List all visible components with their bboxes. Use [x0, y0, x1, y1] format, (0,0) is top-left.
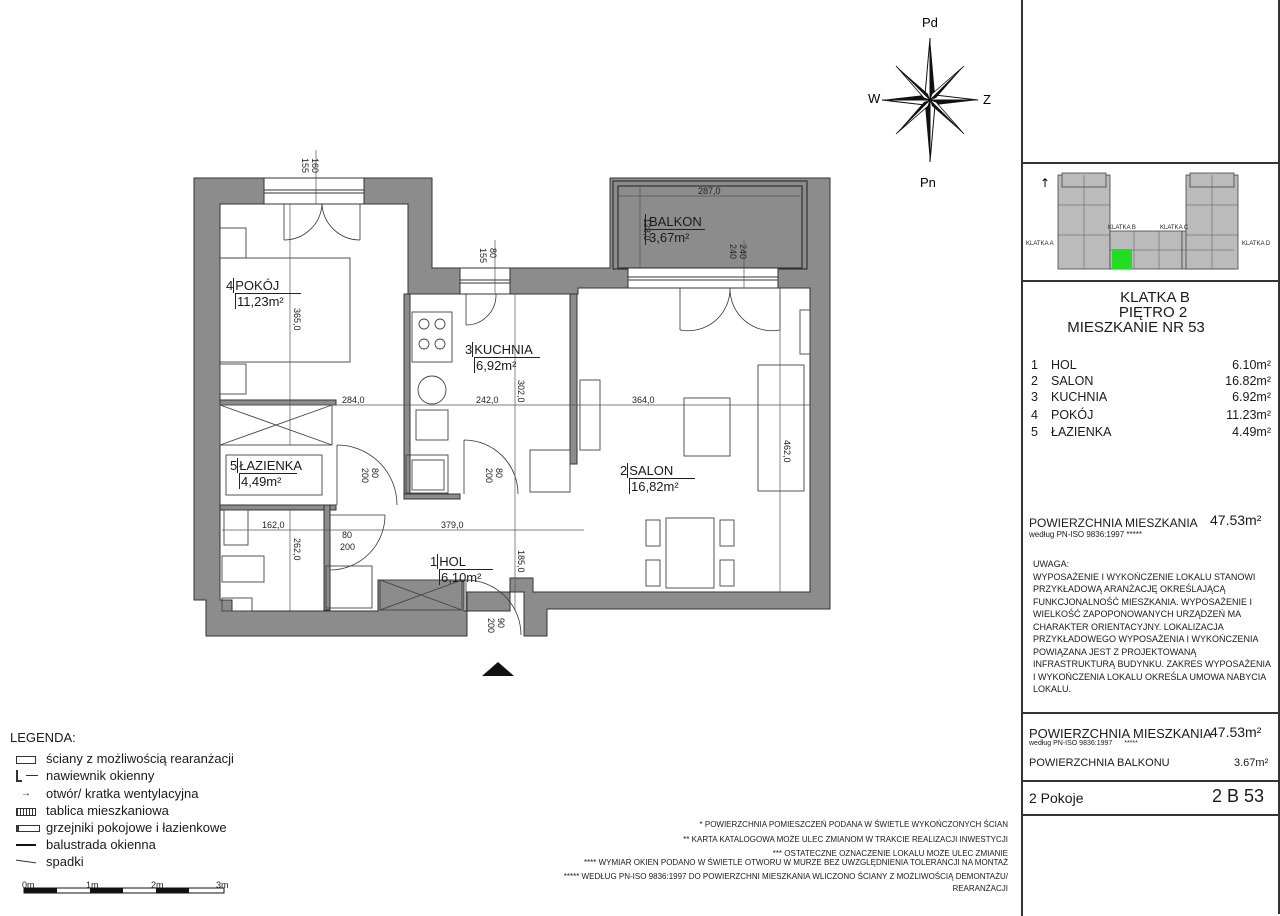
notice-line: CHARAKTER ORIENTACYJNY. LOKALIZACJA [1033, 621, 1224, 632]
scale-label: 3m [216, 880, 229, 890]
room-number: 3 [1031, 390, 1038, 404]
dim-label: 240 [728, 244, 738, 260]
keyplan-arrow-icon: ↑ [1040, 176, 1051, 190]
dim-label: 379,0 [441, 520, 464, 530]
notice-line: LOKALU. [1033, 684, 1072, 694]
room-number: 3 [465, 342, 473, 357]
room-name: HOL [439, 554, 466, 569]
legend-item [14, 751, 234, 766]
dim-label: 128,0 [642, 218, 652, 241]
room-name: KUCHNIA [1051, 390, 1108, 404]
legend-item [14, 803, 169, 818]
dim-label: 160 [310, 158, 320, 174]
dim-label: 80 [488, 248, 498, 259]
dim-label: 155 [300, 158, 310, 174]
room-number: 5 [1031, 425, 1038, 439]
scale-label: 2m [151, 880, 164, 890]
compass-south-label: Pn [920, 175, 936, 190]
flat-number: MIESZKANIE NR 53 [1067, 319, 1205, 336]
dim-label: 200 [484, 468, 494, 484]
divider [1021, 814, 1280, 816]
floor-label: PIĘTRO 2 [1118, 304, 1188, 321]
legend-item [14, 786, 198, 801]
footnote: *** OSTATECZNE OZNACZENIE LOKALU MOŻE ULEC ZMIANIE [772, 849, 1008, 858]
area-value: 47.53m² [1210, 512, 1262, 528]
apartment-sign-icon [14, 805, 38, 817]
room-area: 4.49m² [1232, 425, 1271, 439]
dim-label: 262,0 [292, 538, 302, 561]
legend-label: tablica mieszkaniowa [46, 803, 169, 818]
legend-label: nawiewnik okienny [46, 768, 155, 783]
notice-line: WIELKOŚĆ ZAPOPONOWANYCH URZĄDZEŃ MA [1033, 609, 1242, 619]
room-label-lazienka [230, 458, 302, 489]
dim-label: 90 [496, 618, 506, 629]
notice-line: INFRASTRUKTURĄ BUDYNKU. ZAKRES WYPOSAŻENIA [1033, 659, 1272, 669]
room-area: 3,67m² [645, 229, 705, 245]
dim-label: 200 [340, 542, 356, 552]
flat-header [1030, 290, 1270, 335]
entrance-arrow-icon [482, 662, 514, 676]
wall-rearrange-icon [14, 753, 38, 765]
notice-line: POWIĄZANA JEST Z PROJEKTOWANĄ [1033, 646, 1197, 657]
legend-label: otwór/ kratka wentylacyjna [46, 786, 199, 801]
room-area: 16,82m² [629, 478, 695, 494]
divider [1021, 280, 1280, 282]
area-summary-label: POWIERZCHNIA MIESZKANIA [1029, 726, 1212, 741]
dim-label: 284,0 [342, 395, 365, 405]
notice-line: I WYKOŃCZENIA LOKALU OKREŚLA UMOWA NABYCIA [1033, 671, 1267, 682]
vent-opening-icon: → [21, 787, 31, 799]
area-summary-norm-stars: ***** [1124, 740, 1138, 747]
keyplan-label: KLATKA C [1160, 225, 1189, 231]
legend-item [14, 820, 227, 835]
room-name: ŁAZIENKA [1051, 425, 1112, 439]
room-name: SALON [629, 463, 674, 478]
room-area: 11.23m² [1226, 408, 1271, 422]
slope-arrow-icon [14, 856, 38, 868]
room-number: 2 [1031, 374, 1038, 388]
room-area: 4,49m² [239, 473, 297, 489]
divider [1021, 780, 1280, 782]
room-number: 4 [226, 278, 234, 293]
room-name: HOL [1051, 358, 1077, 372]
room-label-salon [620, 463, 695, 494]
legend-title: LEGENDA: [10, 730, 76, 745]
footnote: * POWIERZCHNIA POMIESZCZEŃ PODANA W ŚWIETLE WYKOŃCZONYCH ŚCIAN [699, 820, 1008, 829]
keyplan-label: KLATKA D [1242, 241, 1271, 247]
info-panel [1021, 0, 1280, 916]
notice-line: WYPOSAŻENIE I WYKOŃCZENIE LOKALU STANOWI [1033, 571, 1256, 582]
room-area: 6.10m² [1232, 358, 1271, 372]
keyplan-label: KLATKA A [1026, 241, 1054, 247]
balcony-area-label: POWIERZCHNIA BALKONU [1029, 757, 1170, 769]
compass-east-label: Z [983, 92, 991, 107]
dim-label: 365,0 [292, 308, 302, 331]
legend-label: grzejniki pokojowe i łazienkowe [46, 820, 227, 835]
legend-item [14, 768, 154, 783]
compass-north-label: Pd [922, 15, 938, 30]
room-label-kuchnia [465, 342, 540, 373]
apartment-highlight [1112, 249, 1132, 269]
room-name: KUCHNIA [474, 342, 533, 357]
area-summary-norm-text: według PN-ISO 9836:1997 [1029, 740, 1113, 747]
room-number: 4 [1031, 408, 1038, 422]
window-vent-icon [14, 770, 38, 782]
room-name: ŁAZIENKA [239, 458, 303, 473]
footnote: **** WYMIAR OKIEN PODANO W ŚWIETLE OTWORU W MURZE BEZ UWZGLĘDNIENIA TOLERANCJI NA MONTAŻ [583, 858, 1008, 867]
dim-label: 80 [494, 468, 504, 479]
dim-label: 462,0 [782, 440, 792, 463]
footnote: ***** WEDŁUG PN-ISO 9836:1997 DO POWIERZCHNI MIESZKANIA WLICZONO ŚCIANY Z MOŻLIWOŚCIĄ DEMONTAŻU/ [563, 872, 1008, 881]
notice-line: FUNKCJONALNOŚĆ MIESZKANIA. WYPOSAŻENIE I [1033, 596, 1253, 607]
compass-west-label: W [868, 91, 881, 106]
balcony-area-value: 3.67m² [1234, 757, 1269, 769]
footnote: REARANŻACJI [952, 884, 1008, 893]
scale-label: 0m [22, 880, 35, 890]
divider [1021, 712, 1280, 714]
area-summary-norm [1029, 740, 1138, 747]
room-number: 2 [620, 463, 628, 478]
area-label: POWIERZCHNIA MIESZKANIA [1029, 516, 1198, 530]
room-name: POKÓJ [235, 278, 280, 293]
stair-label: KLATKA B [1120, 289, 1190, 306]
room-label-pokoj [226, 278, 301, 309]
notice-line: PRZYKŁADOWĄ ARANŻACJĘ OKREŚLAJĄCĄ [1033, 584, 1226, 594]
notice-block [1033, 558, 1273, 696]
scale-bar [20, 878, 240, 898]
building-key-plan [1024, 165, 1278, 277]
room-number: 1 [1031, 358, 1038, 372]
legend-label: balustrada okienna [46, 837, 156, 852]
dim-label: 302,0 [516, 380, 526, 403]
rooms-count: 2 Pokoje [1029, 790, 1084, 806]
room-label-balkon [645, 214, 705, 245]
room-name: POKÓJ [1051, 408, 1094, 422]
room-number: 5 [230, 458, 238, 473]
dim-label: 80 [342, 530, 353, 540]
dim-label: 364,0 [632, 395, 655, 405]
area-norm: według PN-ISO 9836:1997 ***** [1029, 530, 1142, 539]
room-number: 1 [430, 554, 438, 569]
room-name: BALKON [645, 214, 702, 229]
dim-label: 240 [738, 244, 748, 260]
flat-code: 2 B 53 [1212, 786, 1265, 806]
dim-label: 200 [486, 618, 496, 634]
legend-label: ściany z możliwością rearanżacji [46, 751, 234, 766]
area-summary-value: 47.53m² [1210, 724, 1262, 740]
room-area: 16.82m² [1225, 374, 1271, 388]
dim-label: 155 [478, 248, 488, 264]
compass-rose [882, 38, 978, 162]
room-label-hol [430, 554, 493, 585]
legend-label: spadki [46, 854, 84, 869]
legend-item [14, 837, 156, 852]
scale-label: 1m [86, 880, 99, 890]
keyplan-label: KLATKA B [1108, 225, 1136, 231]
notice-line: PRZYKŁADOWEGO WYPOSAŻENIA I WYKOŃCZENIA [1033, 634, 1259, 644]
divider [1021, 162, 1280, 164]
dim-label: 185,0 [516, 550, 526, 573]
footnote: ** KARTA KATALOGOWA MOŻE ULEC ZMIANOM W TRAKCIE REALIZACJI INWESTYCJI [683, 835, 1008, 844]
room-area: 6.92m² [1232, 390, 1271, 404]
window-railing-icon [14, 839, 38, 851]
dim-label: 162,0 [262, 520, 285, 530]
dim-label: 200 [360, 468, 370, 484]
dim-label: 287,0 [698, 186, 721, 196]
dim-label: 80 [370, 468, 380, 479]
dim-label: 242,0 [476, 395, 499, 405]
room-area: 6,10m² [439, 569, 493, 585]
radiator-icon [14, 822, 38, 834]
room-area: 6,92m² [474, 357, 540, 373]
notice-title: UWAGA: [1033, 559, 1070, 569]
room-name: SALON [1051, 374, 1094, 388]
room-area: 11,23m² [235, 293, 301, 309]
legend-item [14, 854, 84, 869]
